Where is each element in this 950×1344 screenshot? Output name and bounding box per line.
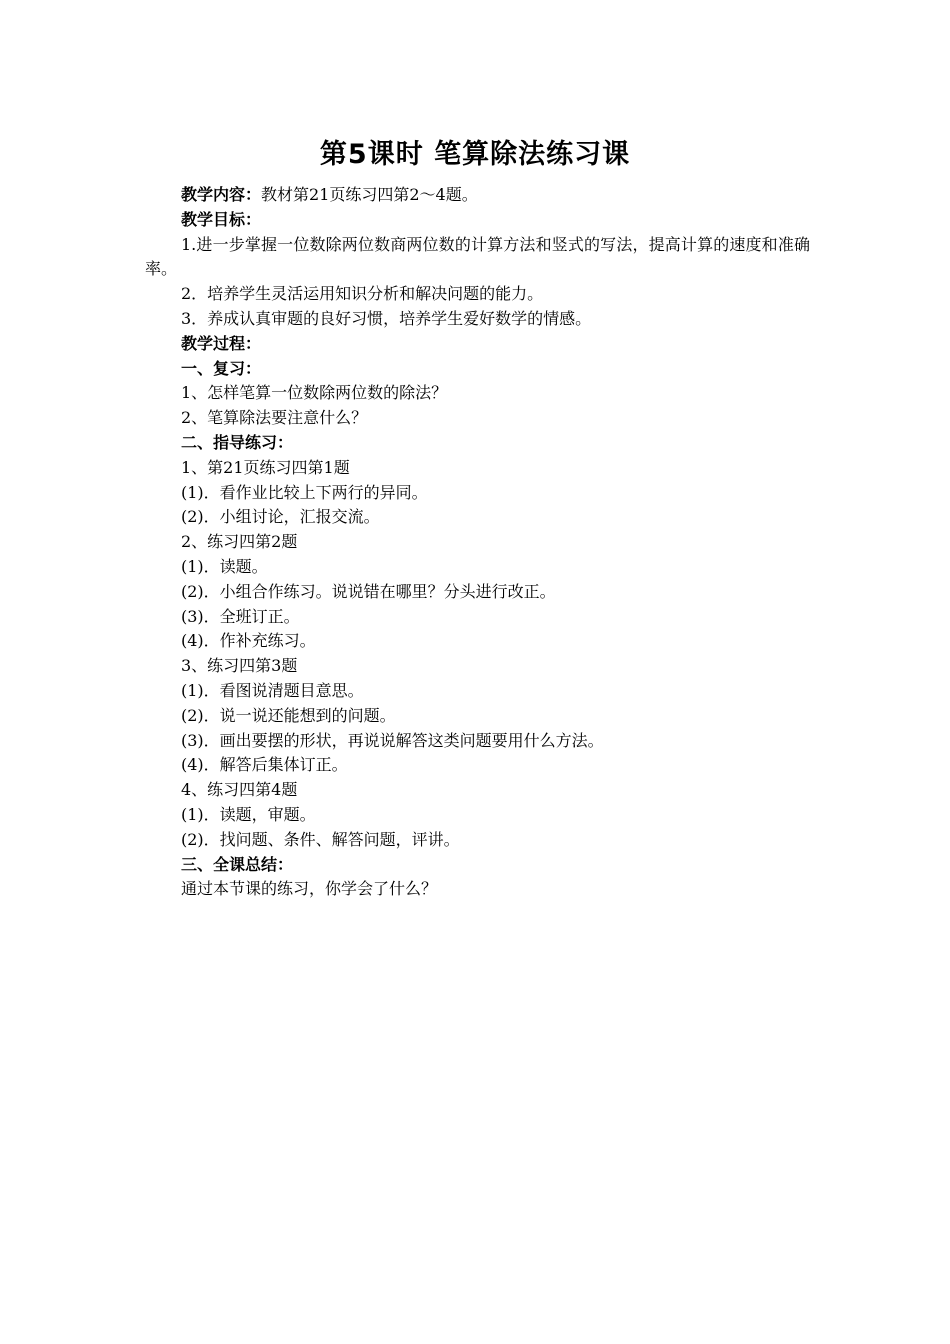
teaching-content-label: 教学内容： (181, 185, 262, 204)
summary-text: 通过本节课的练习，你学会了什么？ (181, 879, 438, 899)
exercise-2-step-1: (1)．读题。 (181, 556, 268, 576)
exercise-4-step-1: (1)．读题，审题。 (181, 804, 316, 824)
exercise-3-title: 3、练习四第3题 (181, 656, 298, 676)
section-summary-heading: 三、全课总结： (181, 854, 294, 874)
exercise-1-title: 1、第21页练习四第1题 (181, 457, 350, 477)
exercise-3-step-2: (2)．说一说还能想到的问题。 (181, 705, 396, 725)
section-guided-practice-heading: 二、指导练习： (181, 432, 294, 452)
goal-item-2: 2．培养学生灵活运用知识分析和解决问题的能力。 (181, 284, 544, 304)
exercise-4-title: 4、练习四第4题 (181, 780, 298, 800)
goal-item-1: 1.进一步掌握一位数除两位数商两位数的计算方法和竖式的写法，提高计算的速度和准确率。 (145, 234, 810, 279)
teaching-content-line (145, 183, 810, 208)
review-item-2: 2、笔算除法要注意什么？ (181, 408, 368, 428)
teaching-content-text: 教材第21页练习四第2～4题。 (261, 185, 478, 204)
teaching-process-heading: 教学过程： (181, 333, 262, 353)
exercise-2-step-4: (4)．作补充练习。 (181, 631, 316, 651)
exercise-2-step-3: (3)．全班订正。 (181, 606, 300, 626)
exercise-1-step-1: (1)．看作业比较上下两行的异同。 (181, 482, 428, 502)
exercise-3-step-3: (3)．画出要摆的形状，再说说解答这类问题要用什么方法。 (181, 730, 604, 750)
section-review-heading: 一、复习： (181, 358, 262, 378)
exercise-4-step-2: (2)．找问题、条件、解答问题，评讲。 (181, 829, 460, 849)
exercise-1-step-2: (2)．小组讨论，汇报交流。 (181, 507, 380, 527)
exercise-2-step-2: (2)．小组合作练习。说说错在哪里？分头进行改正。 (181, 581, 556, 601)
exercise-3-step-1: (1)．看图说清题目意思。 (181, 680, 364, 700)
teaching-goals-heading: 教学目标： (181, 209, 262, 229)
review-item-1: 1、怎样笔算一位数除两位数的除法？ (181, 383, 448, 403)
goal-item-3: 3．养成认真审题的良好习惯，培养学生爱好数学的情感。 (181, 308, 592, 328)
exercise-2-title: 2、练习四第2题 (181, 532, 298, 552)
page-title: 第5课时 笔算除法练习课 (319, 139, 631, 170)
exercise-3-step-4: (4)．解答后集体订正。 (181, 755, 348, 775)
lesson-body (145, 183, 810, 902)
